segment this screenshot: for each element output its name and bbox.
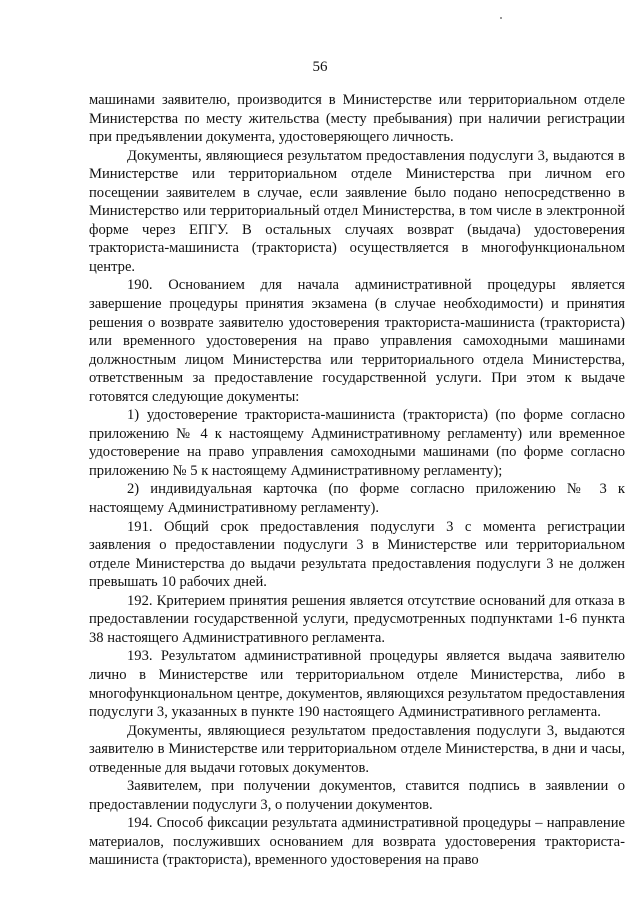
paragraph-documents-issued: Документы, являющиеся результатом предоставления подуслуги 3, выдаются в Министерстве или территориальном отделе Министерства при личном его посещении заявителем в случае, если заявление было подано непосредственно в Министерство или территориальный отдел Министерства, в том числе в электронной форме через ЕПГУ. В остальных случаях возврат (выдача) удостоверения тракториста-машиниста (тракториста) осуществляется в многофункциональном центре. bbox=[89, 147, 625, 275]
paragraph-193: 193. Результатом административной процедуры является выдача заявителю лично в Министерстве или территориальном отделе Министерства, либо в многофункциональном центре, документов, являющихся результатом предоставления подуслуги 3, указанных в пункте 190 настоящего Административного регламента. bbox=[89, 648, 625, 721]
paragraph-191: 191. Общий срок предоставления подуслуги 3 с момента регистрации заявления о предоставлении подуслуги 3 в Министерстве или территориальном отделе Министерства до выдачи результата предоставления подуслуги 3 не должен превышать 10 рабочих дней. bbox=[89, 518, 625, 591]
paragraph-194: 194. Способ фиксации результата административной процедуры – направление материалов, послуживших основанием для возврата удостоверения тракториста-машиниста (тракториста), временного удостоверения на право bbox=[89, 815, 625, 869]
paragraph-result-documents: Документы, являющиеся результатом предоставления подуслуги 3, выдаются заявителю в Министерстве или территориальном отделе Министерства, в дни и часы, отведенные для выдачи готовых документов. bbox=[89, 722, 625, 776]
document-body bbox=[89, 91, 625, 870]
page-number: 56 bbox=[312, 59, 328, 75]
paragraph-applicant-signature: Заявителем, при получении документов, ставится подпись в заявлении о предоставлении подуслуги 3, о получении документов. bbox=[89, 778, 625, 813]
list-item-2: 2) индивидуальная карточка (по форме согласно приложению № 3 к настоящему Административному регламенту). bbox=[89, 481, 625, 517]
paragraph-192: 192. Критерием принятия решения является отсутствие оснований для отказа в предоставлении государственной услуги, предусмотренных подпунктами 1-6 пункта 38 настоящего Административного регламента. bbox=[89, 592, 625, 646]
list-item-1: 1) удостоверение тракториста-машиниста (тракториста) (по форме согласно приложению № 4 к настоящему Административному регламенту) или временное удостоверение на право управления самоходными машинами (по форме согласно приложению № 5 к настоящему Административному регламенту); bbox=[89, 407, 625, 479]
paragraph-190: 190. Основанием для начала административной процедуры является завершение процедуры принятия экзамена (в случае необходимости) и принятия решения о возврате заявителю удостоверения тракториста-машиниста (тракториста) или временного удостоверения на право управления самоходными машинами должностным лицом Министерства или территориального отдела Министерства, ответственным за предоставление государственной услуги. При этом к выдаче готовятся следующие документы: bbox=[89, 277, 625, 405]
paragraph-continuation: машинами заявителю, производится в Министерстве или территориальном отделе Министерства по месту жительства (месту пребывания) при наличии регистрации при предъявлении документа, удостоверяющего личность. bbox=[89, 92, 625, 146]
scan-speck bbox=[500, 17, 502, 19]
